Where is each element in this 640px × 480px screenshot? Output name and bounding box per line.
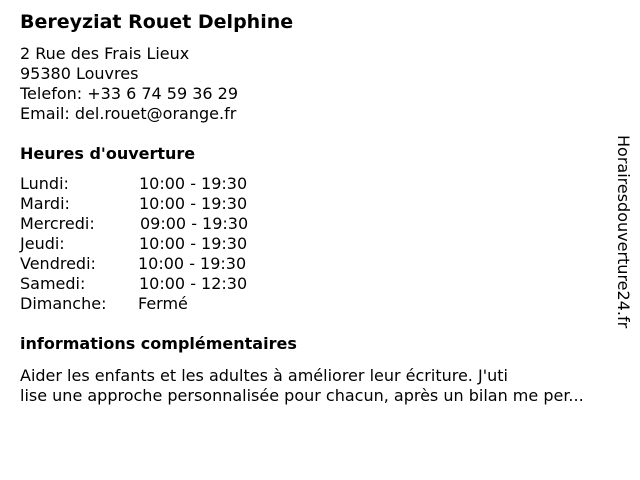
opening-hours-heading: Heures d'ouverture: [20, 144, 196, 163]
day-label: Samedi:: [20, 274, 86, 293]
phone-number: Telefon: +33 6 74 59 36 29: [20, 84, 239, 103]
address-street: 2 Rue des Frais Lieux: [20, 44, 190, 63]
day-label: Jeudi:: [20, 234, 65, 253]
description-line-1: Aider les enfants et les adultes à améliorer leur écriture. J'uti: [20, 366, 508, 385]
business-name: Bereyziat Rouet Delphine: [20, 11, 294, 33]
site-watermark: Horairesdouverture24.fr: [614, 135, 633, 329]
time-range: 10:00 - 12:30: [139, 274, 248, 293]
time-range: 10:00 - 19:30: [139, 234, 248, 253]
time-range: Fermé: [138, 294, 188, 313]
day-label: Dimanche:: [20, 294, 107, 313]
additional-info-text: [20, 366, 632, 406]
address-city: 95380 Louvres: [20, 64, 139, 83]
description-line-2: lise une approche personnalisée pour chacun, après un bilan me per...: [20, 386, 584, 405]
contact-block: [20, 44, 238, 124]
day-label: Mardi:: [20, 194, 70, 213]
day-label: Mercredi:: [20, 214, 95, 233]
time-range: 09:00 - 19:30: [140, 214, 249, 233]
additional-info-heading: informations complémentaires: [20, 334, 297, 353]
time-range: 10:00 - 19:30: [139, 174, 248, 193]
day-label: Lundi:: [20, 174, 69, 193]
time-range: 10:00 - 19:30: [138, 254, 247, 273]
day-label: Vendredi:: [20, 254, 96, 273]
time-range: 10:00 - 19:30: [139, 194, 248, 213]
email-address: Email: del.rouet@orange.fr: [20, 104, 237, 123]
